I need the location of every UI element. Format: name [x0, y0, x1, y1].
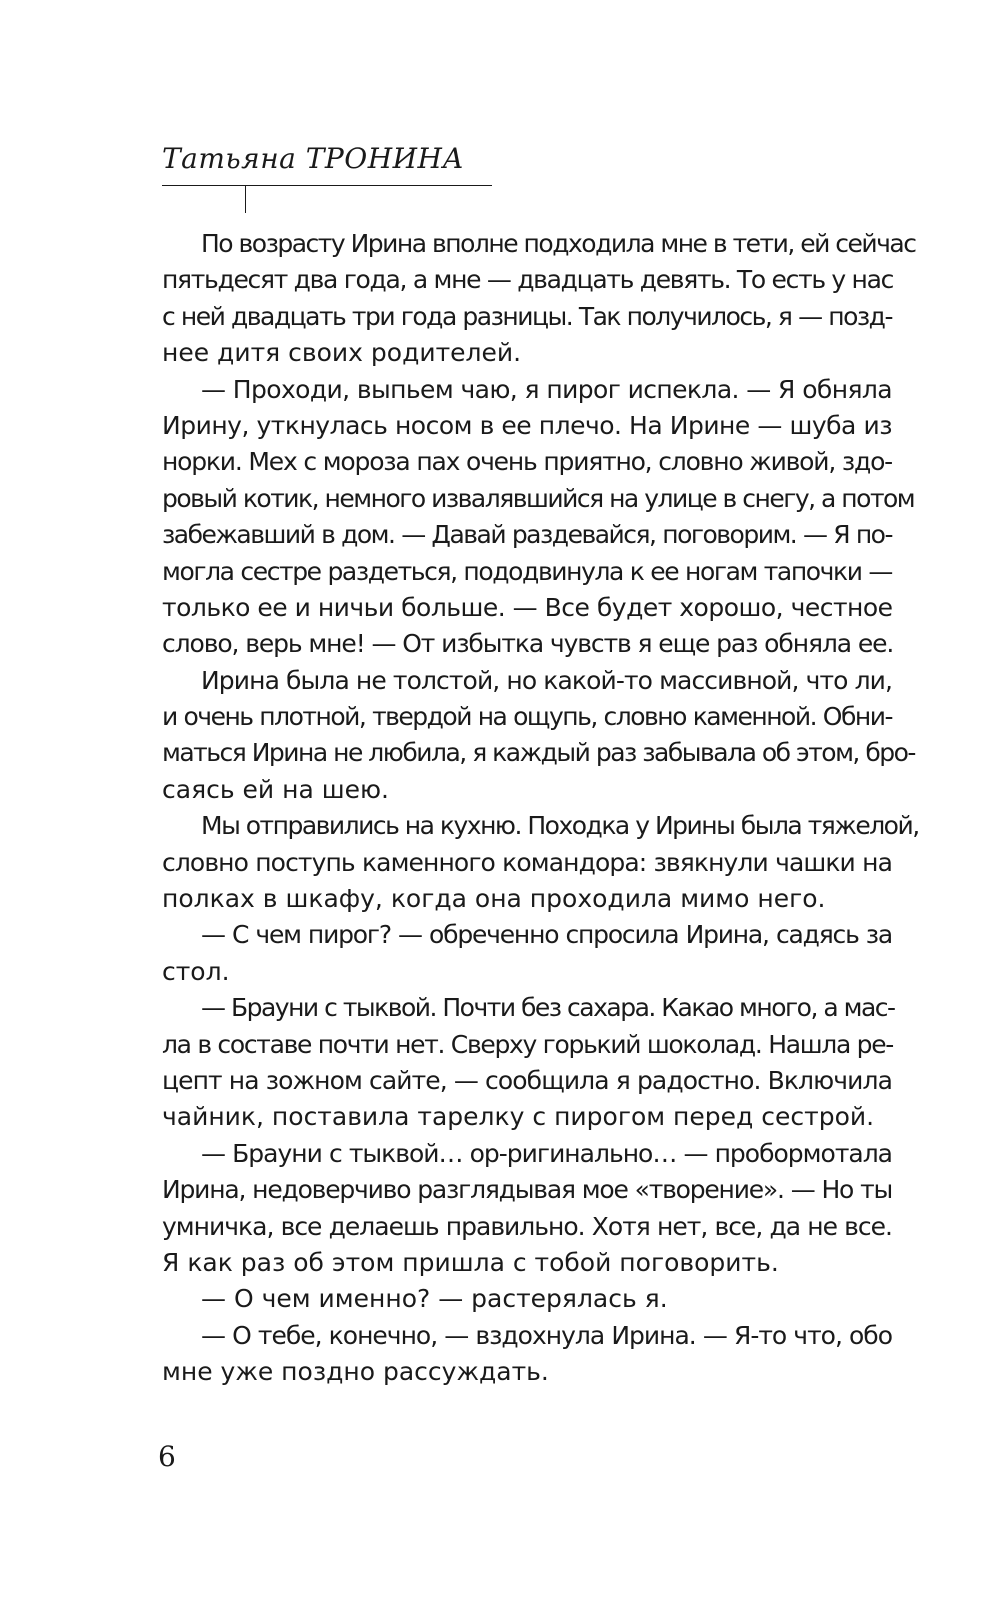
text-line: только ее и ничьи больше. — Все будет хорошо, честное — [162, 592, 893, 622]
running-head-rule — [162, 185, 492, 186]
text-line: пятьдесят два года, а мне — двадцать девять. То есть у нас — [162, 265, 894, 295]
text-line: — С чем пирог? — обреченно спросила Ирина, садясь за — [201, 920, 892, 950]
text-line: — О тебе, конечно, — вздохнула Ирина. — Я-то что, обо — [201, 1320, 892, 1350]
text-line: По возрасту Ирина вполне подходила мне в тети, ей сейчас — [201, 229, 916, 258]
text-line: полках в шкафу, когда она проходила мимо него. — [162, 884, 826, 914]
text-line: ла в составе почти нет. Сверху горький шоколад. Нашла ре- — [162, 1029, 894, 1059]
text-line: Мы отправились на кухню. Походка у Ирины была тяжелой, — [201, 811, 919, 841]
text-line: нее дитя своих родителей. — [162, 338, 522, 368]
text-line: стол. — [162, 956, 230, 986]
text-line: маться Ирина не любила, я каждый раз забывала об этом, бро- — [162, 738, 915, 768]
text-line: забежавший в дом. — Давай раздевайся, поговорим. — Я по- — [162, 520, 892, 550]
text-line: цепт на зожном сайте, — сообщила я радостно. Включила — [162, 1065, 892, 1095]
text-line: саясь ей на шею. — [162, 774, 389, 804]
text-line: и очень плотной, твердой на ощупь, словно каменной. Обни- — [162, 702, 892, 732]
text-line: Ирину, уткнулась носом в ее плечо. На Ирине — шуба из — [162, 410, 892, 440]
text-line: умничка, все делаешь правильно. Хотя нет, все, да не все. — [162, 1211, 892, 1241]
text-line: словно поступь каменного командора: звякнули чашки на — [162, 847, 892, 877]
text-line: — Проходи, выпьем чаю, я пирог испекла. — Я обняла — [201, 374, 892, 404]
running-head-tick — [245, 186, 246, 213]
text-line: ровый котик, немного извалявшийся на улице в снегу, а потом — [162, 483, 915, 513]
body-text — [162, 226, 919, 1391]
text-line: Ирина, недоверчиво разглядывая мое «творение». — Но ты — [162, 1175, 892, 1205]
text-line: — Брауни с тыквой. Почти без сахара. Какао много, а мас- — [201, 993, 895, 1023]
text-line: Ирина была не толстой, но какой-то массивной, что ли, — [201, 665, 893, 695]
text-line: мне уже поздно рассуждать. — [162, 1357, 549, 1387]
text-line: норки. Мех с мороза пах очень приятно, словно живой, здо- — [162, 447, 892, 477]
text-line: чайник, поставила тарелку с пирогом перед сестрой. — [162, 1102, 875, 1132]
text-line: слово, верь мне! — От избытка чувств я еще раз обняла ее. — [162, 629, 894, 659]
text-line: — Брауни с тыквой… ор-ригинально… — пробормотала — [201, 1138, 892, 1168]
text-line: — О чем именно? — растерялась я. — [201, 1284, 668, 1314]
text-line: Я как раз об этом пришла с тобой поговорить. — [162, 1247, 779, 1277]
page-number: 6 — [158, 1440, 176, 1473]
running-head: Татьяна ТРОНИНА — [162, 142, 465, 175]
text-line: с ней двадцать три года разницы. Так получилось, я — позд- — [162, 301, 892, 331]
text-line: могла сестре раздеться, пододвинула к ее ногам тапочки — — [162, 556, 892, 586]
